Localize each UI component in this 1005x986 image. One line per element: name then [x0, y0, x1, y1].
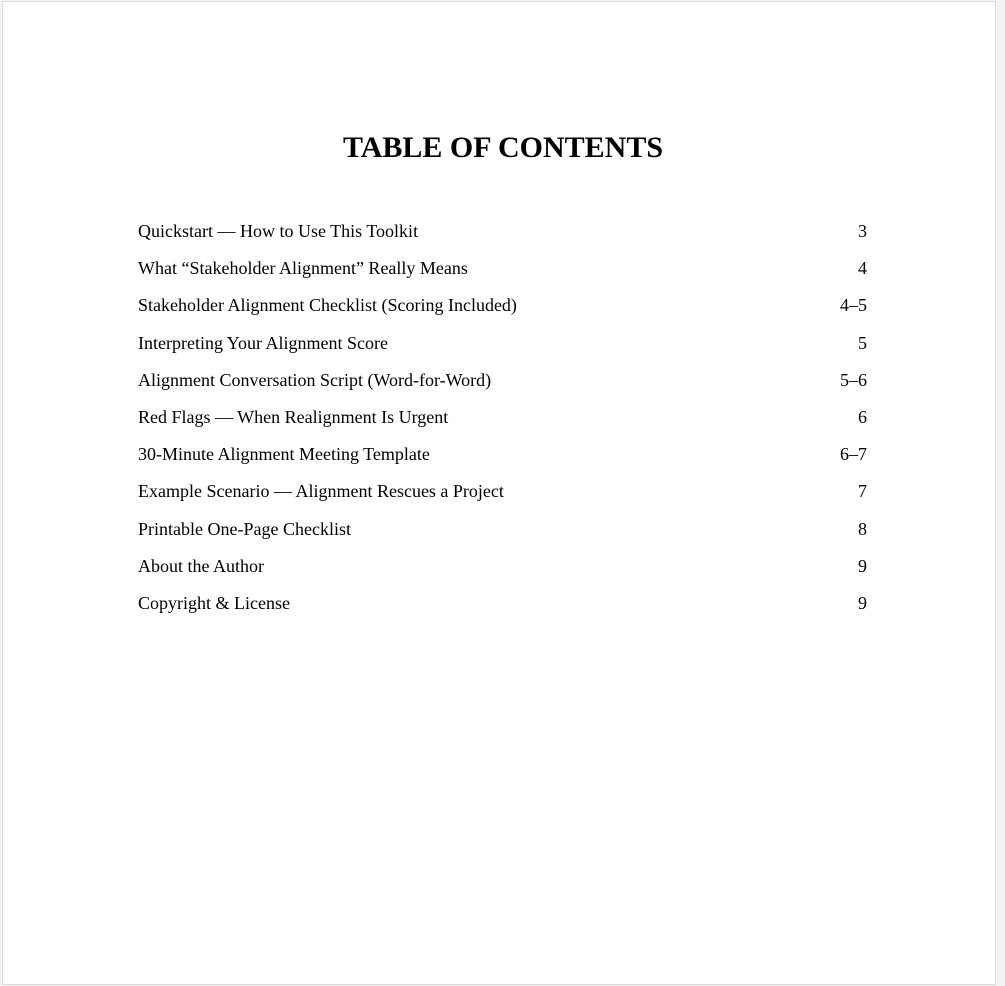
toc-entry-page: 5–6 [840, 369, 867, 390]
toc-entry [138, 291, 867, 328]
toc-entry [138, 477, 867, 514]
toc-entry-title: Interpreting Your Alignment Score [138, 332, 388, 353]
toc-entry-title: Example Scenario — Alignment Rescues a Project [138, 481, 504, 502]
toc-entry [138, 329, 867, 366]
toc-entry-page: 6–7 [840, 444, 867, 465]
toc-entry [138, 440, 867, 477]
toc-entry-title: What “Stakeholder Alignment” Really Means [138, 258, 468, 279]
toc-entry-page: 7 [858, 481, 867, 502]
toc-entry-page: 4 [858, 258, 867, 279]
toc-entry-page: 8 [858, 518, 867, 539]
toc-entry [138, 366, 867, 403]
document-page [2, 1, 996, 985]
toc-entry-page: 9 [858, 592, 867, 613]
toc-entry-title: Quickstart — How to Use This Toolkit [138, 221, 419, 241]
toc-entry [138, 217, 867, 254]
toc-entry [138, 254, 867, 291]
toc-entry-title: Stakeholder Alignment Checklist (Scoring Included) [138, 295, 517, 316]
toc-entry-title: Copyright & License [138, 592, 290, 613]
toc-entry [138, 403, 867, 440]
toc-entry-page: 9 [858, 555, 867, 576]
toc-entry [138, 552, 867, 589]
toc-entry-title: About the Author [138, 555, 264, 576]
toc-entry-page: 5 [858, 332, 867, 353]
toc-entry-page: 6 [858, 406, 867, 427]
toc-entry [138, 515, 867, 552]
toc-entry-title: 30-Minute Alignment Meeting Template [138, 444, 430, 465]
toc-entry-title: Red Flags — When Realignment Is Urgent [138, 406, 449, 427]
toc-entry-page: 4–5 [840, 295, 867, 316]
toc-entry-page: 3 [858, 221, 867, 241]
table-of-contents [138, 217, 867, 626]
page-title: TABLE OF CONTENTS [342, 131, 664, 164]
toc-entry [138, 589, 867, 626]
toc-entry-title: Printable One-Page Checklist [138, 518, 351, 539]
toc-entry-title: Alignment Conversation Script (Word-for-Word) [138, 369, 492, 390]
